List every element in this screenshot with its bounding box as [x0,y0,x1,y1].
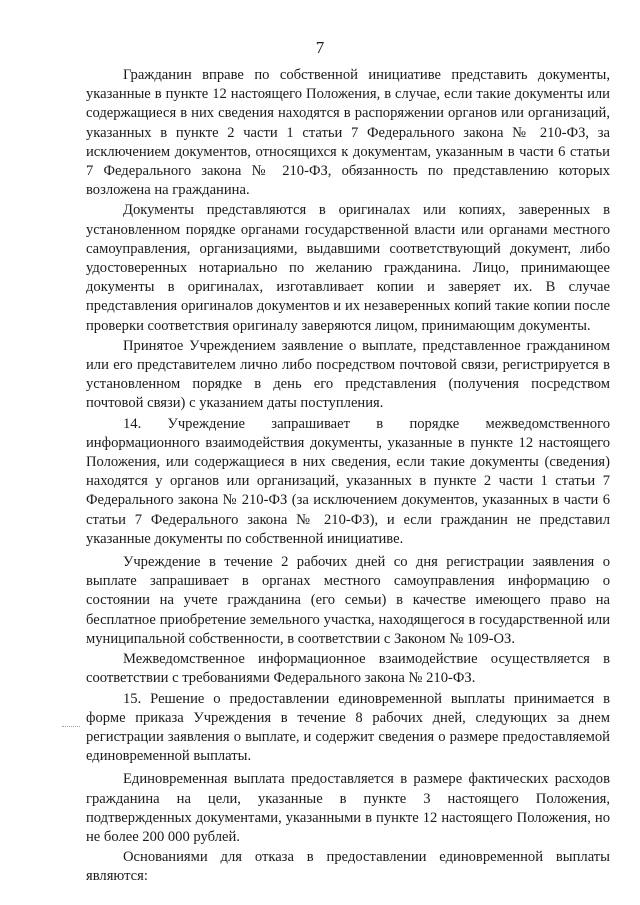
paragraph: Принятое Учреждением заявление о выплате, представленное гражданином или его представителем лично либо посредством почтовой связи, регистрируется в установленном порядке в день его представления (получения посредством почтовой связи) с указанием даты поступления. [86,337,610,412]
paragraph-item-15: 15. Решение о предоставлении единовременной выплаты принимается в форме приказа Учреждения в течение 8 рабочих дней, следующих за днем регистрации заявления о выплате, и содержит сведения о размере предоставляемой единовременной выплаты. [86,690,610,765]
paragraph: Гражданин вправе по собственной инициативе представить документы, указанные в пункте 12 настоящего Положения, в случае, если такие документы или содержащиеся в них сведения находятся в распоряжении органов или организаций, указанных в пункте 2 части 1 статьи 7 Федерального закона № 210-ФЗ, за исключением документов, относящихся к документам, указанным в части 6 статьи 7 Федерального закона № 210-ФЗ, обязанность по представлению которых возложена на гражданина. [86,67,610,199]
paragraph: Межведомственное информационное взаимодействие осуществляется в соответствии с требованиями Федерального закона № 210-ФЗ. [86,651,610,687]
paragraph: Основаниями для отказа в предоставлении единовременной выплаты являются: [86,849,610,885]
paragraph: Единовременная выплата предоставляется в размере фактических расходов гражданина на цели, указанные в пункте 3 настоящего Положения, подтвержденных документами, указанными в пункте 12 настоящего Положения, но не более 200 000 рублей. [86,771,610,845]
paragraph: Документы представляются в оригиналах или копиях, заверенных в установленном порядке органами государственной власти или органами местного самоуправления, организациями, выдавшими соответствующий документ, либо удостоверенных нотариально по желанию гражданина. Лицо, принимающее документы в оригиналах, изготавливает копии и заверяет их. В случае представления оригиналов документов и их незаверенных копий такие копии после проверки соответствия оригиналу заверяются лицом, принимающим документы. [86,202,610,334]
paragraph-item-14: 14. Учреждение запрашивает в порядке межведомственного информационного взаимодействия документы, указанные в пункте 12 настоящего Положения, или содержащиеся в них сведения, если такие документы (сведения) находятся у органов или организаций, указанных в пункте 2 части 1 статьи 7 Федерального закона № 210-ФЗ (за исключением документов, указанных в части 6 статьи 7 Федерального закона № 210-ФЗ), и если гражданин не представил указанные документы по собственной инициативе. [86,415,610,547]
page-number: 7 [315,38,325,57]
paragraph: Учреждение в течение 2 рабочих дней со дня регистрации заявления о выплате запрашивает в органах местного самоуправления информацию о состоянии на учете гражданина (его семьи) в качестве имеющего право на бесплатное приобретение земельного участка, находящегося в государственной или муниципальной собственности, в соответствии с Законом № 109-ОЗ. [86,554,610,647]
document-body [86,66,610,887]
scan-artifact [62,726,80,729]
